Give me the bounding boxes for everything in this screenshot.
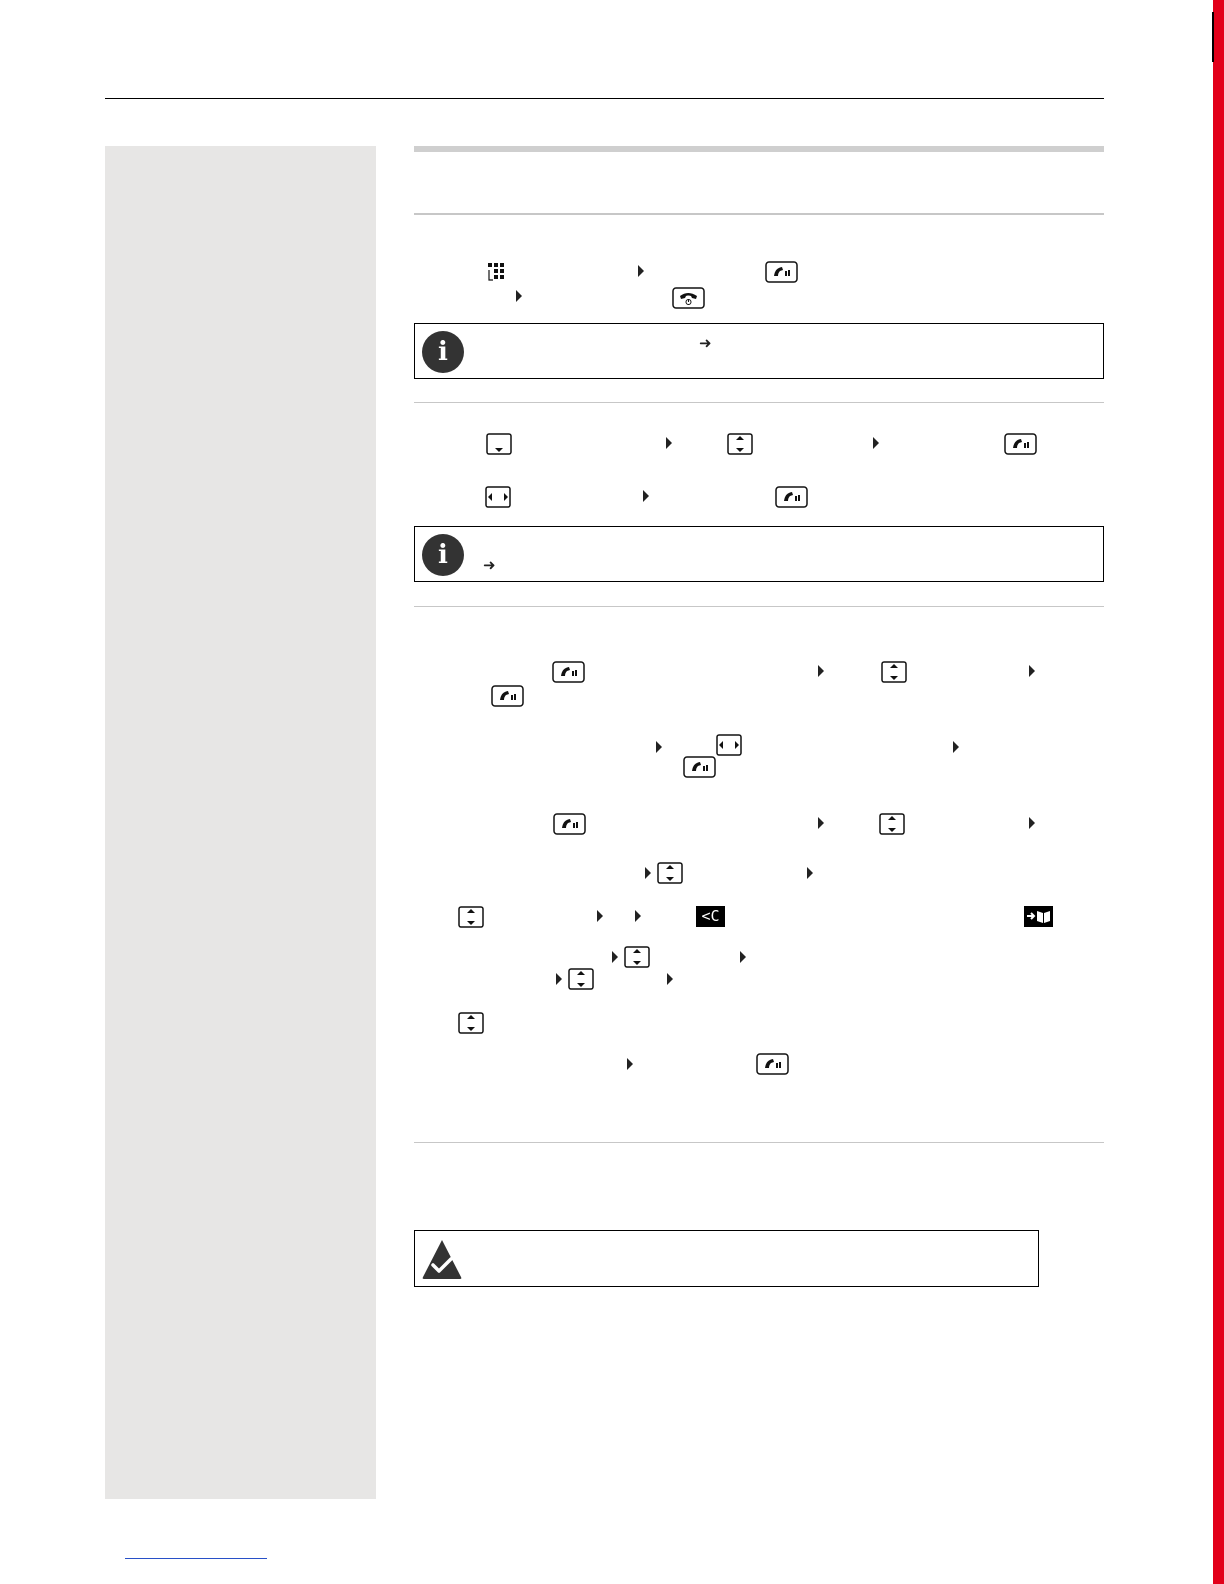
step-triangle-icon [635, 910, 641, 922]
talk-key-icon [765, 261, 798, 283]
control-key-up-down-icon [624, 946, 650, 968]
step-triangle-icon [597, 910, 603, 922]
step-triangle-icon [612, 951, 618, 963]
info-note [414, 323, 1104, 379]
talk-key-icon [1004, 433, 1037, 455]
control-key-up-down-icon [657, 862, 683, 884]
info-icon: i [422, 534, 464, 576]
left-margin-panel [105, 146, 376, 1499]
control-key-left-right-icon [485, 486, 511, 508]
section-separator [414, 1142, 1104, 1143]
control-key-up-down-icon [727, 433, 753, 455]
talk-key-icon [552, 661, 585, 683]
control-key-up-down-icon [458, 906, 484, 928]
step-triangle-icon [740, 951, 746, 963]
heading-rule [414, 213, 1104, 215]
step-triangle-icon [807, 867, 813, 879]
footer-link-underline[interactable] [125, 1558, 267, 1559]
step-triangle-icon [1029, 665, 1035, 677]
clear-key-icon: <C [696, 906, 725, 927]
step-triangle-icon [953, 741, 959, 753]
step-triangle-icon [645, 867, 651, 879]
step-triangle-icon [873, 437, 879, 449]
chapter-tab [1212, 12, 1214, 62]
section-separator [414, 606, 1104, 607]
keypad-icon [487, 262, 509, 282]
reference-arrow-icon: ➜ [483, 556, 496, 574]
step-triangle-icon [627, 1058, 633, 1070]
step-triangle-icon [1029, 817, 1035, 829]
step-triangle-icon [667, 973, 673, 985]
control-key-left-right-icon [716, 734, 742, 756]
section-top-bar [414, 146, 1104, 152]
talk-key-icon [683, 756, 716, 778]
talk-key-icon [491, 685, 524, 707]
step-triangle-icon [638, 265, 644, 277]
control-key-down-icon [486, 433, 512, 455]
step-triangle-icon [556, 973, 562, 985]
talk-key-icon [756, 1053, 789, 1075]
tip-check-icon [420, 1237, 464, 1281]
step-triangle-icon [818, 665, 824, 677]
step-triangle-icon [666, 437, 672, 449]
step-triangle-icon [656, 741, 662, 753]
info-icon: i [422, 331, 464, 373]
info-note [414, 526, 1104, 582]
talk-key-icon [553, 813, 586, 835]
section-separator [414, 402, 1104, 403]
step-triangle-icon [643, 490, 649, 502]
step-triangle-icon [516, 290, 522, 302]
reference-arrow-icon: ➜ [699, 334, 712, 352]
talk-key-icon [775, 486, 808, 508]
control-key-up-down-icon [881, 661, 907, 683]
control-key-up-down-icon [879, 813, 905, 835]
chapter-marker-bar [1213, 0, 1224, 1584]
phonebook-copy-icon [1024, 906, 1053, 927]
step-triangle-icon [818, 817, 824, 829]
control-key-up-down-icon [458, 1012, 484, 1034]
tip-note [414, 1230, 1039, 1287]
header-rule [105, 98, 1104, 99]
end-call-key-icon [672, 287, 705, 309]
control-key-up-down-icon [568, 968, 594, 990]
